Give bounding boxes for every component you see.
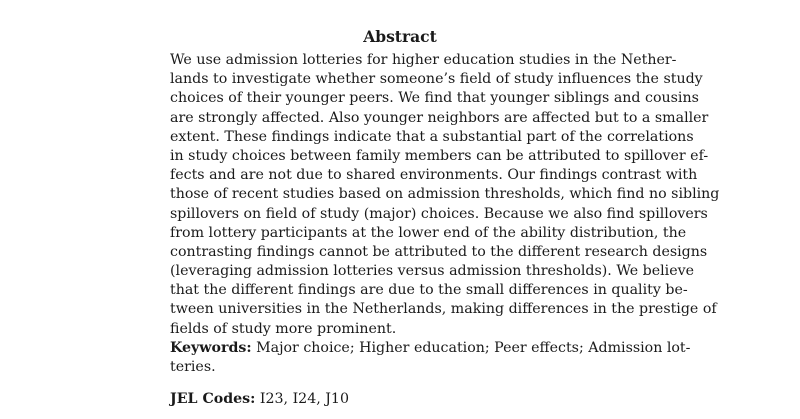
abstract-line: lands to investigate whether someone’s field of study influences the study <box>170 71 703 88</box>
keywords-label: Keywords: <box>170 340 252 356</box>
abstract-line: fields of study more prominent. <box>170 320 397 337</box>
abstract-line: those of recent studies based on admission thresholds, which find no sibling <box>170 186 720 203</box>
abstract-line: are strongly affected. Also younger neighbors are affected but to a smaller <box>170 109 709 126</box>
abstract-heading: Abstract <box>363 27 437 46</box>
keywords-line <box>170 339 691 358</box>
jel-codes-value: I23, I24, J10 <box>259 391 349 407</box>
jel-codes-label: JEL Codes: <box>170 391 256 407</box>
keywords-section <box>170 339 691 377</box>
abstract-line: in study choices between family members can be attributed to spillover ef- <box>170 147 709 164</box>
abstract-line: We use admission lotteries for higher education studies in the Nether- <box>170 52 677 68</box>
abstract-line: that the different findings are due to the small differences in quality be- <box>170 282 688 299</box>
abstract-line: contrasting findings cannot be attributed to the different research designs <box>170 243 708 260</box>
abstract-line: spillovers on field of study (major) choices. Because we also find spillovers <box>170 205 708 222</box>
keywords-text: Major choice; Higher education; Peer effects; Admission lot- <box>256 340 691 356</box>
abstract-line: from lottery participants at the lower end of the ability distribution, the <box>170 224 687 241</box>
abstract-line: choices of their younger peers. We find that younger siblings and cousins <box>170 90 699 107</box>
abstract-body <box>170 51 720 339</box>
jel-codes-section <box>170 390 630 409</box>
keywords-text-continued: teries. <box>170 359 216 376</box>
abstract-line: (leveraging admission lotteries versus admission thresholds). We believe <box>170 263 695 280</box>
abstract-line: extent. These findings indicate that a substantial part of the correlations <box>170 128 694 145</box>
abstract-line: fects and are not due to shared environments. Our findings contrast with <box>170 167 698 184</box>
abstract-line: tween universities in the Netherlands, making differences in the prestige of <box>170 301 717 318</box>
